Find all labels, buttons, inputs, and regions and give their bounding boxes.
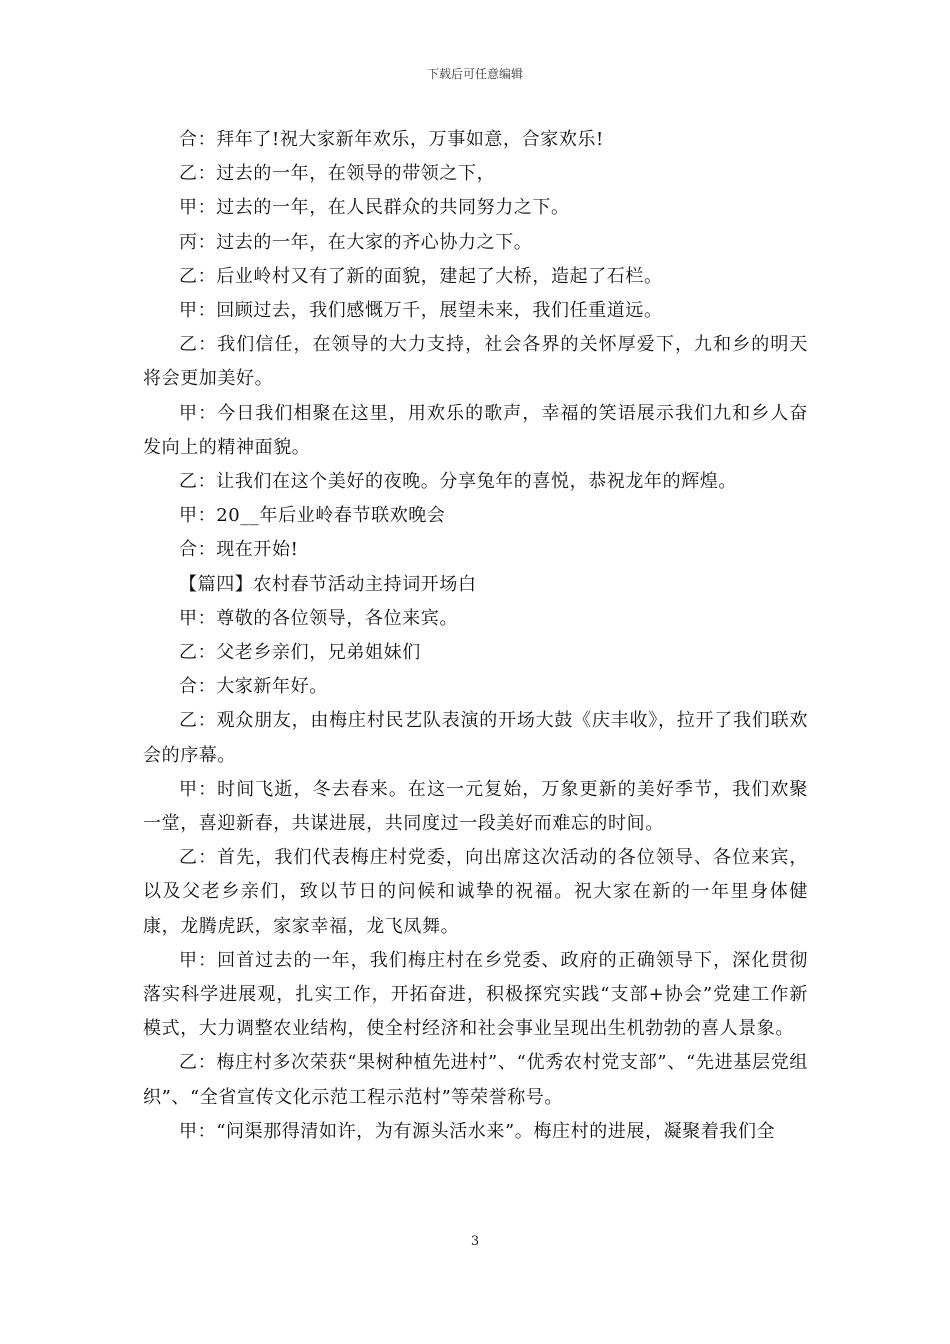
paragraph: 乙：过去的一年，在领导的带领之下， [179, 163, 496, 185]
paragraph: 乙：梅庄村多次荣获“果树种植先进村”、“优秀农村党支部”、“先进基层党组织”、“全省宣传文化示范工程示范村”等荣誉称号。 [143, 1052, 808, 1108]
page-number: 3 [470, 1234, 480, 1249]
paragraph: 甲：时间飞逝，冬去春来。在这一元复始，万象更新的美好季节，我们欢聚一堂，喜迎新春，共谋进展，共同度过一段美好而难忘的时间。 [143, 778, 808, 835]
paragraph: 合：大家新年好。 [179, 676, 328, 698]
paragraph: 甲：“问渠那得清如许，为有源头活水来”。梅庄村的进展，凝聚着我们全 [179, 1120, 776, 1142]
paragraph: 丙：过去的一年，在大家的齐心协力之下。 [179, 231, 533, 253]
paragraph: 甲：尊敬的各位领导，各位来宾。 [179, 607, 458, 629]
section-heading: 【篇四】农村春节活动主持词开场白 [179, 573, 477, 595]
paragraph: 乙：让我们在这个美好的夜晚。分享兔年的喜悦，恭祝龙年的辉煌。 [179, 471, 737, 493]
document-body [143, 123, 808, 1149]
paragraph: 甲：今日我们相聚在这里，用欢乐的歌声，幸福的笑语展示我们九和乡人奋发向上的精神面貌。 [143, 402, 808, 458]
paragraph: 甲：过去的一年，在人民群众的共同努力之下。 [179, 197, 570, 219]
paragraph: 甲：回顾过去，我们感慨万千，展望未来，我们任重道远。 [179, 300, 663, 322]
paragraph: 甲：回首过去的一年，我们梅庄村在乡党委、政府的正确领导下，深化贯彻落实科学进展观，扎实工作，开拓奋进，积极探究实践“支部+协会”党建工作新模式，大力调整农业结构，使全村经济和社会事业呈现出生机勃勃的喜人景象。 [143, 949, 808, 1040]
paragraph: 合：拜年了!祝大家新年欢乐，万事如意，合家欢乐! [179, 129, 604, 150]
paragraph: 乙：我们信任，在领导的大力支持，社会各界的关怀厚爱下，九和乡的明天将会更加美好。 [143, 334, 808, 390]
page-header: 下载后可任意编辑 [426, 67, 523, 81]
paragraph: 乙：父老乡亲们，兄弟姐妹们 [179, 642, 421, 664]
paragraph: 乙：观众朋友，由梅庄村民艺队表演的开场大鼓《庆丰收》，拉开了我们联欢会的序幕。 [143, 710, 808, 766]
paragraph: 乙：后业岭村又有了新的面貌，建起了大桥，造起了石栏。 [179, 265, 663, 287]
paragraph: 合：现在开始! [179, 539, 299, 561]
paragraph: 乙：首先，我们代表梅庄村党委，向出席这次活动的各位领导、各位来宾，以及父老乡亲们，致以节日的问候和诚挚的祝福。祝大家在新的一年里身体健康，龙腾虎跃，家家幸福，龙飞凤舞。 [143, 847, 808, 937]
paragraph: 甲：20__年后业岭春节联欢晚会 [179, 505, 446, 527]
